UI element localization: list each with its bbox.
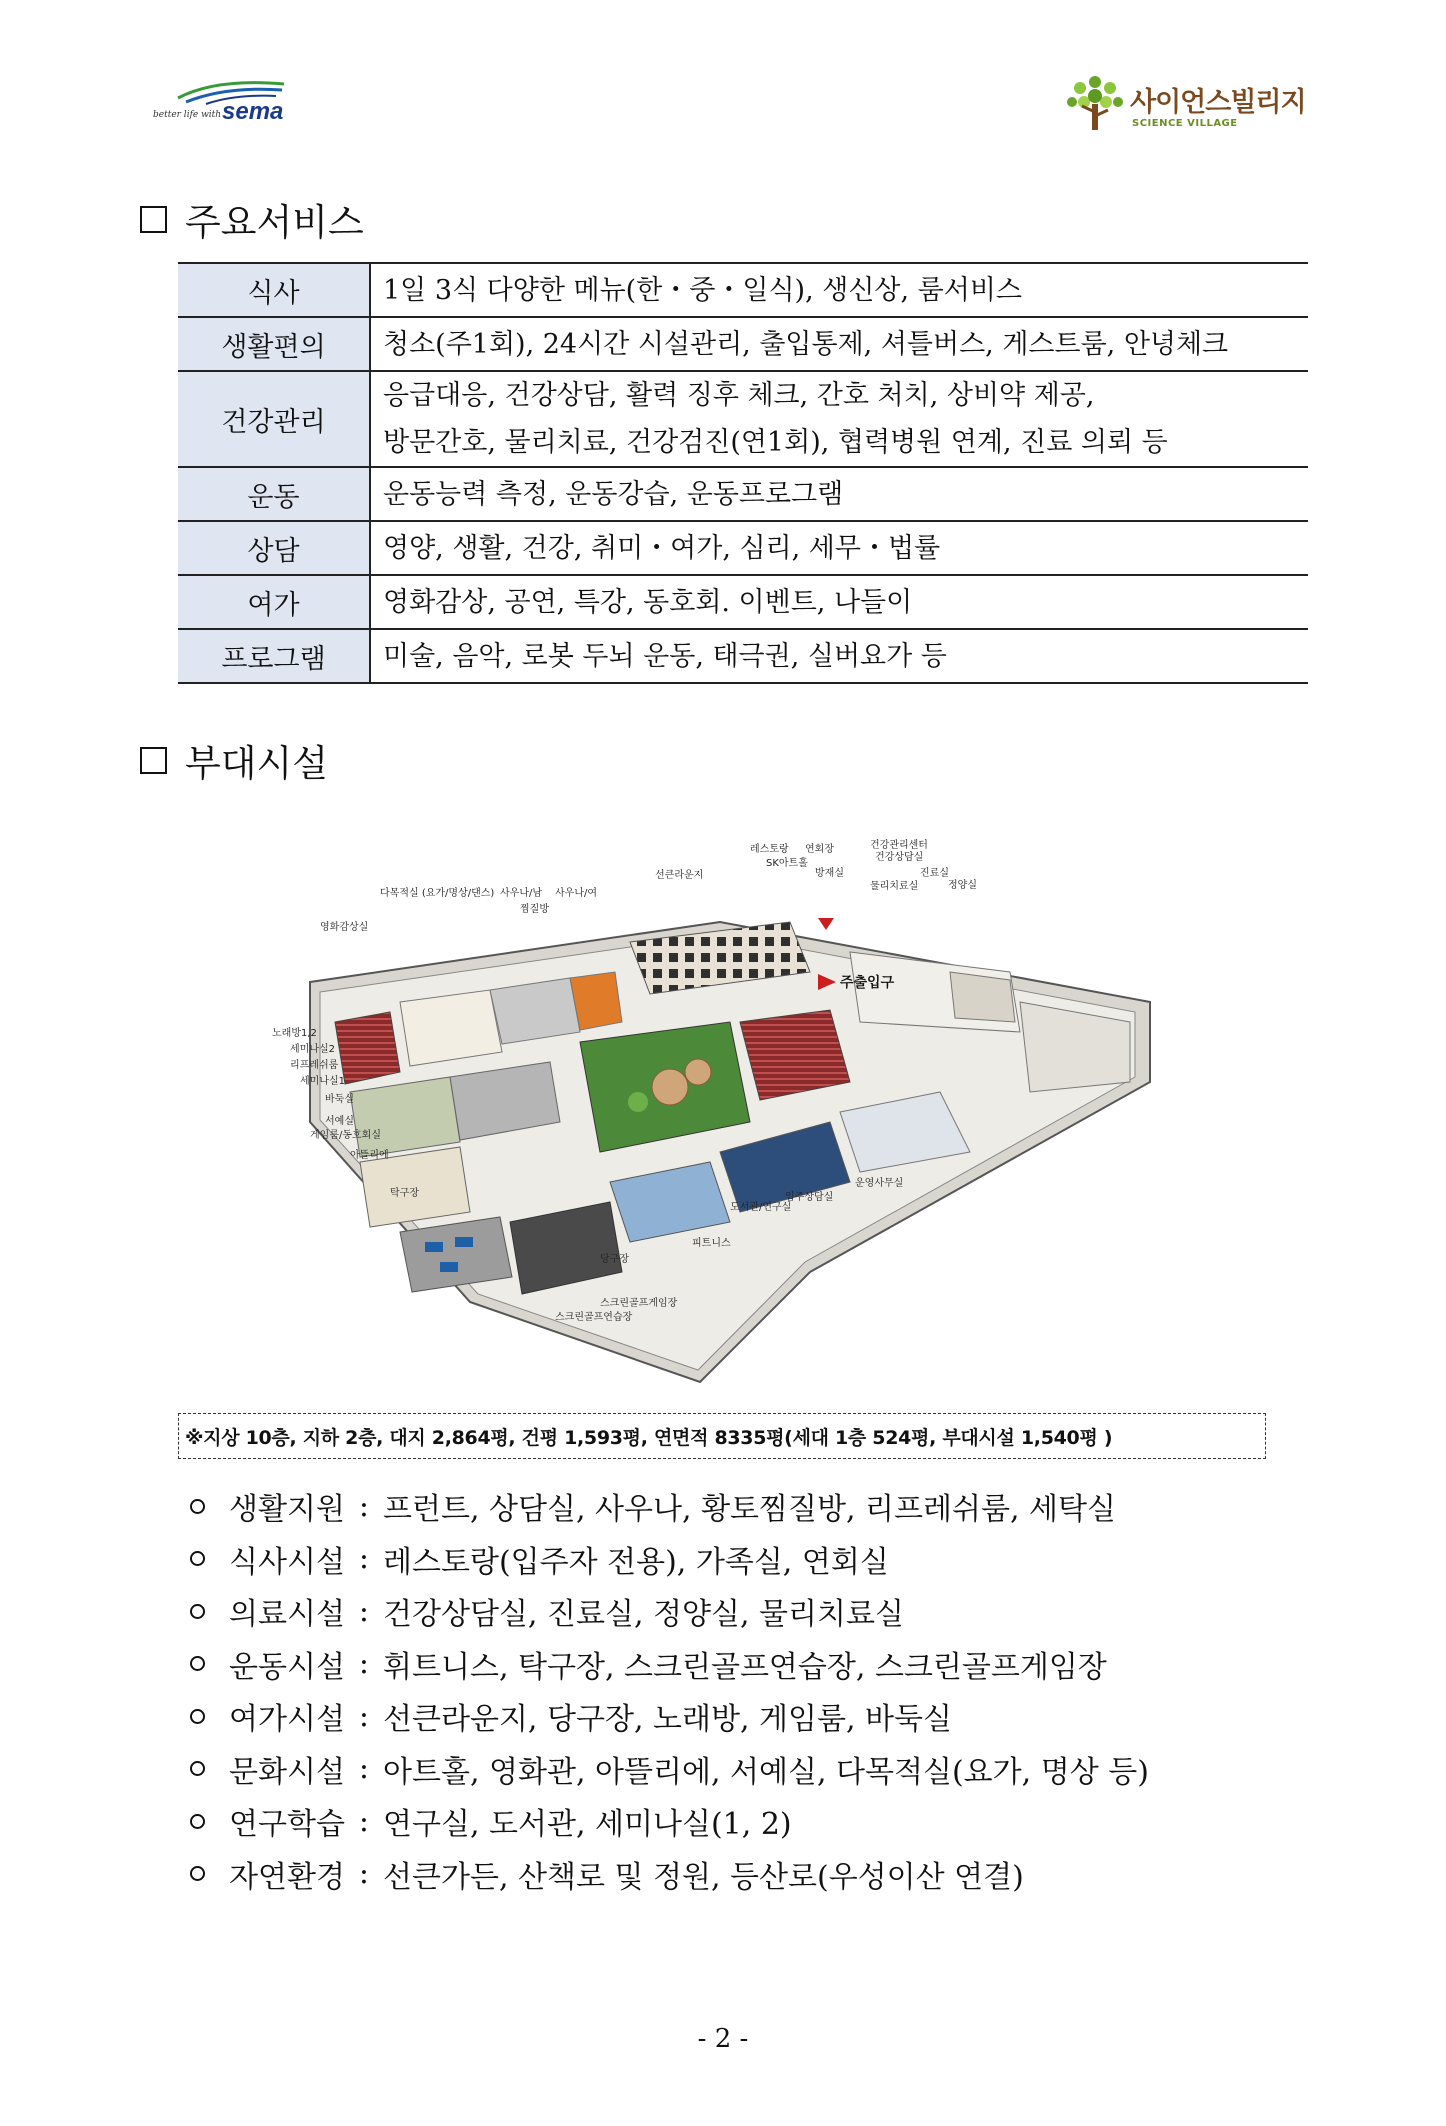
facility-item (190, 1852, 1024, 1896)
facility-label: 자연환경 (229, 1859, 345, 1895)
facility-label: 연구학습 (229, 1807, 345, 1842)
floorplan-drawing (250, 822, 1200, 1392)
floorplan-room-label: 방재실 (815, 868, 844, 879)
service-description-line: 응급대응, 건강상담, 활력 징후 체크, 간호 처치, 상비약 제공, (383, 380, 1095, 411)
service-row (178, 575, 1308, 629)
floorplan-room-label: 게임룸/동호회실 (310, 1130, 381, 1141)
floorplan-room-label: 사우나/여 (555, 888, 598, 899)
facility-label: 식사시설 (229, 1544, 345, 1580)
facility-separator: : (358, 1751, 370, 1786)
service-description-line: 운동능력 측정, 운동강습, 운동프로그램 (383, 478, 844, 510)
facility-separator: : (358, 1698, 370, 1734)
service-row (178, 371, 1308, 467)
floorplan-room-label: 운영사무실 (855, 1178, 904, 1189)
floorplan-room-label: 사우나/남 (500, 888, 543, 899)
tree-icon (1062, 72, 1128, 138)
service-row (178, 263, 1308, 317)
facility-label: 문화시설 (229, 1754, 345, 1790)
service-category: 생활편의 (178, 317, 370, 371)
floorplan-room-label: 정양실 (948, 880, 977, 891)
page-number: - 2 - (697, 2024, 749, 2054)
service-description-line: 방문간호, 물리치료, 건강검진(연1회), 협력병원 연계, 진료 의뢰 등 (383, 427, 1168, 458)
services-title-text: 주요서비스 (185, 201, 364, 244)
science-village-name-ko: 사이언스빌리지 (1130, 87, 1306, 118)
facility-item (190, 1642, 1107, 1686)
floorplan-room-label: SK아트홀 (766, 858, 808, 869)
service-description (370, 629, 1308, 683)
floorplan-room-label: 서예실 (325, 1116, 354, 1127)
facility-items: 건강상담실, 진료실, 정양실, 물리치료실 (383, 1597, 904, 1632)
services-section-title (140, 192, 364, 246)
facility-items: 레스토랑(입주자 전용), 가족실, 연회실 (383, 1544, 889, 1580)
science-village-name-en: SCIENCE VILLAGE (1132, 118, 1238, 129)
floorplan-room-label: 세미나실1 (300, 1076, 346, 1087)
sema-logo (148, 74, 288, 132)
floorplan-room-label: 피트니스 (692, 1238, 731, 1249)
facility-separator: : (358, 1488, 370, 1524)
facility-label: 여가시설 (229, 1702, 345, 1737)
service-description (370, 317, 1308, 371)
facility-items: 휘트니스, 탁구장, 스크린골프연습장, 스크린골프게임장 (383, 1649, 1107, 1685)
facility-separator: : (358, 1593, 370, 1629)
facility-label: 생활지원 (229, 1492, 345, 1527)
facility-items: 선큰라운지, 당구장, 노래방, 게임룸, 바둑실 (383, 1702, 952, 1737)
facility-item (190, 1799, 792, 1843)
building-info-note: ※지상 10층, 지하 2층, 대지 2,864평, 건평 1,593평, 연면적 8335평(세대 1층 524평, 부대시설 1,540평 ) (178, 1413, 1266, 1459)
floorplan-room-label: 찜질방 (520, 904, 549, 915)
circle-bullet-icon (190, 1604, 205, 1619)
circle-bullet-icon (190, 1814, 205, 1829)
facility-item (190, 1747, 1149, 1791)
facility-item (190, 1537, 889, 1581)
floorplan-room-label: 건강관리센터 (870, 840, 928, 851)
science-village-logo (1062, 72, 1312, 142)
facility-items: 프런트, 상담실, 사우나, 황토찜질방, 리프레쉬룸, 세탁실 (383, 1492, 1116, 1527)
facilities-title-text: 부대시설 (185, 742, 328, 785)
service-row (178, 629, 1308, 683)
service-category: 여가 (178, 575, 370, 629)
facility-items: 아트홀, 영화관, 아뜰리에, 서예실, 다목적실(요가, 명상 등) (383, 1754, 1149, 1790)
facility-items: 선큰가든, 산책로 및 정원, 등산로(우성이산 연결) (383, 1859, 1024, 1895)
checkbox-square-icon (140, 206, 167, 233)
facility-separator: : (358, 1646, 370, 1681)
checkbox-square-icon (140, 747, 167, 774)
floorplan-room-label: 입주상담실 (785, 1192, 834, 1203)
circle-bullet-icon (190, 1656, 205, 1671)
sema-brand: sema (222, 98, 284, 125)
facility-separator: : (358, 1541, 370, 1576)
circle-bullet-icon (190, 1866, 205, 1881)
facility-items: 연구실, 도서관, 세미나실(1, 2) (383, 1807, 792, 1842)
entrance-arrow-icon (818, 974, 836, 990)
service-category: 운동 (178, 467, 370, 521)
service-description (370, 467, 1308, 521)
floorplan-room-label: 선큰라운지 (655, 870, 704, 881)
floorplan-room-label: 아뜰리에 (350, 1150, 389, 1161)
floorplan-room-label: 레스토랑 (750, 844, 789, 855)
facilities-section-title (140, 733, 328, 787)
service-description-line: 청소(주1회), 24시간 시설관리, 출입통제, 셔틀버스, 게스트룸, 안녕체크 (383, 328, 1229, 360)
services-table (178, 262, 1308, 684)
service-description (370, 263, 1308, 317)
sema-slogan: better life with (153, 110, 222, 120)
circle-bullet-icon (190, 1761, 205, 1776)
floorplan-room-label: 리프레쉬룸 (290, 1060, 339, 1071)
floorplan-room-label: 진료실 (920, 868, 949, 879)
service-description-line: 미술, 음악, 로봇 두뇌 운동, 태극권, 실버요가 등 (383, 640, 947, 672)
facility-item (190, 1484, 1116, 1528)
floorplan-room-label: 다목적실 (요가/명상/댄스) (380, 888, 495, 899)
circle-bullet-icon (190, 1551, 205, 1566)
facility-item (190, 1589, 904, 1633)
service-row (178, 521, 1308, 575)
service-description (370, 521, 1308, 575)
floorplan-room-label: 물리치료실 (870, 881, 919, 892)
circle-bullet-icon (190, 1709, 205, 1724)
floorplan-room-label: 스크린골프게임장 (600, 1298, 678, 1309)
service-description-line: 영양, 생활, 건강, 취미・여가, 심리, 세무・법률 (383, 532, 941, 564)
floorplan-room-label: 세미나실2 (290, 1044, 336, 1055)
circle-bullet-icon (190, 1499, 205, 1514)
service-category: 식사 (178, 263, 370, 317)
service-category: 건강관리 (178, 371, 370, 467)
service-row (178, 467, 1308, 521)
service-category: 프로그램 (178, 629, 370, 683)
floorplan-illustration (250, 822, 1200, 1392)
facility-item (190, 1694, 952, 1738)
facility-separator: : (358, 1856, 370, 1891)
floorplan-room-label: 노래방1,2 (272, 1028, 317, 1039)
floorplan-room-label: 건강상담실 (875, 852, 924, 863)
service-description-line: 1일 3식 다양한 메뉴(한・중・일식), 생신상, 룸서비스 (383, 274, 1022, 306)
service-description-line: 영화감상, 공연, 특강, 동호회. 이벤트, 나들이 (383, 586, 913, 618)
main-entrance-label: 주출입구 (840, 975, 895, 991)
service-row (178, 317, 1308, 371)
service-category: 상담 (178, 521, 370, 575)
facility-separator: : (358, 1803, 370, 1839)
floorplan-room-label: 바둑실 (325, 1094, 354, 1105)
facility-label: 의료시설 (229, 1597, 345, 1632)
service-description (370, 575, 1308, 629)
floorplan-room-label: 당구장 (600, 1254, 629, 1265)
floorplan-room-label: 영화감상실 (320, 922, 369, 933)
floorplan-room-label: 연회장 (805, 844, 834, 855)
floorplan-room-label: 도서관/연구실 (730, 1202, 792, 1213)
floorplan-room-label: 탁구장 (390, 1188, 419, 1199)
service-description (370, 371, 1308, 467)
floorplan-room-label: 스크린골프연습장 (555, 1312, 633, 1323)
facility-label: 운동시설 (229, 1649, 345, 1685)
